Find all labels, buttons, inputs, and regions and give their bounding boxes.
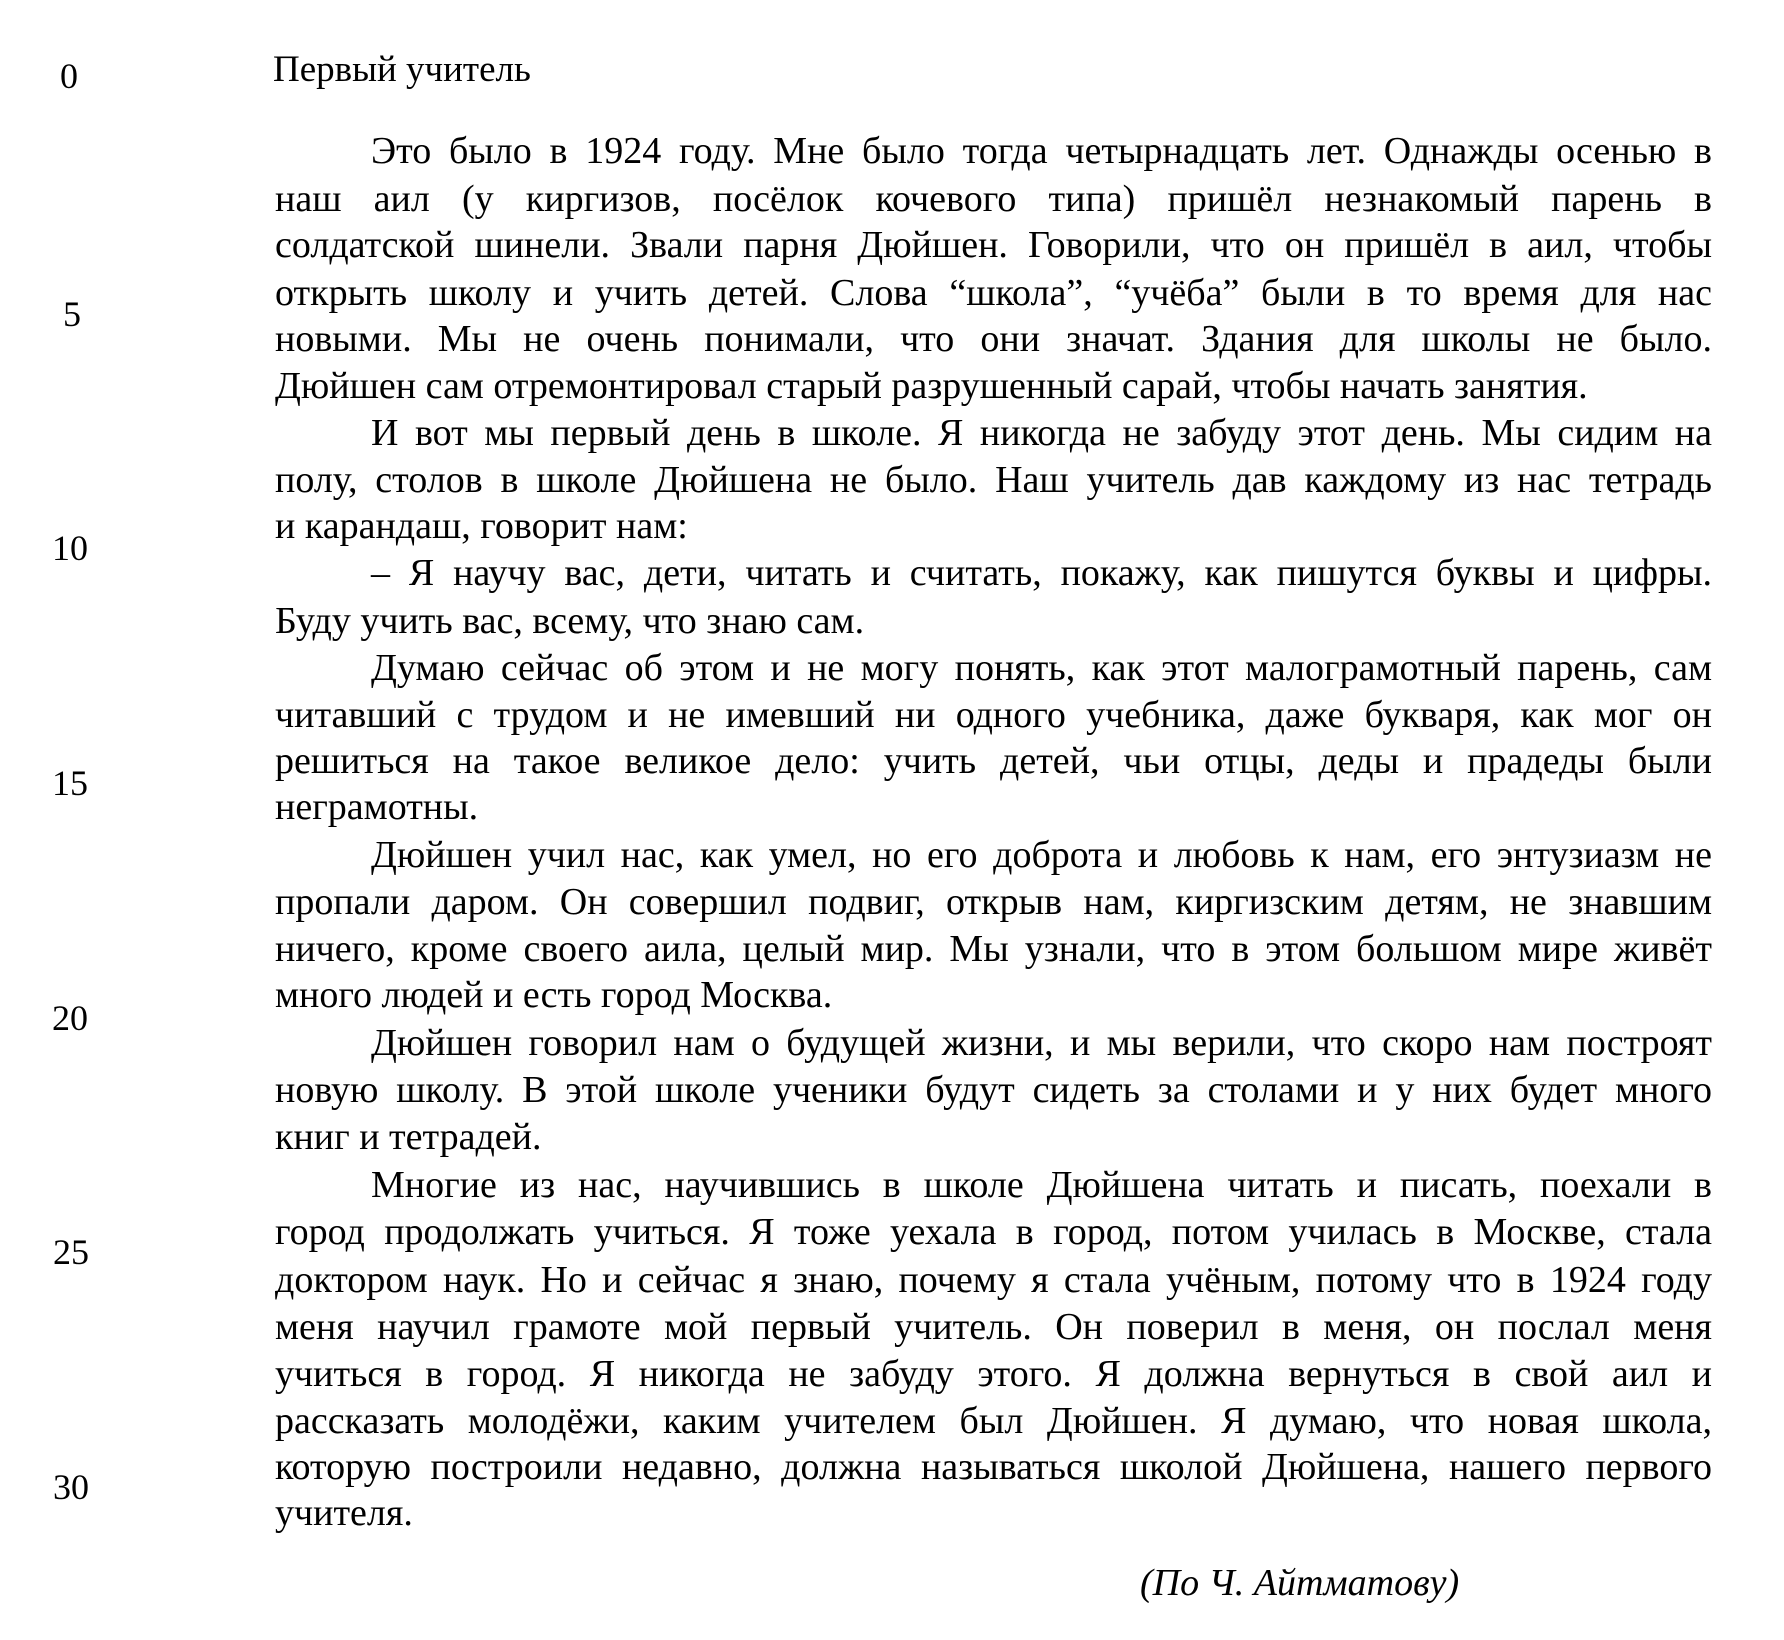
line-number-25: 25 (53, 1232, 89, 1272)
text-line-21: новую школу. В этой школе ученики будут сидеть за столами и у них будет много (275, 1069, 1712, 1111)
text-line-23: Многие из нас, научившись в школе Дюйшена читать и писать, поехали в (371, 1164, 1712, 1206)
line-number-0: 0 (60, 56, 78, 96)
line-number-30: 30 (53, 1467, 89, 1507)
line-number-15: 15 (52, 763, 88, 803)
text-line-28: рассказать молодёжи, каким учителем был Дюйшен. Я думаю, что новая школа, (275, 1400, 1712, 1442)
attribution: (По Ч. Айтматову) (1140, 1562, 1460, 1604)
text-line-17: пропали даром. Он совершил подвиг, открыв нам, киргизским детям, не знавшим (275, 881, 1712, 923)
text-line-7: И вот мы первый день в школе. Я никогда не забуду этот день. Мы сидим на (371, 412, 1712, 454)
text-line-14: решиться на такое великое дело: учить детей, чьи отцы, деды и прадеды были (275, 740, 1712, 782)
text-line-16: Дюйшен учил нас, как умел, но его доброта и любовь к нам, его энтузиазм не (371, 834, 1712, 876)
text-line-11: Буду учить вас, всему, что знаю сам. (275, 600, 865, 642)
text-line-18: ничего, кроме своего аила, целый мир. Мы узнали, что в этом большом мире живёт (275, 928, 1712, 970)
line-number-10: 10 (52, 528, 88, 568)
text-line-25: доктором наук. Но и сейчас я знаю, почему я стала учёным, потому что в 1924 году (275, 1259, 1712, 1301)
text-line-13: читавший с трудом и не имевший ни одного учебника, даже букваря, как мог он (275, 694, 1712, 736)
text-line-6: Дюйшен сам отремонтировал старый разрушенный сарай, чтобы начать занятия. (275, 365, 1588, 407)
text-line-2: наш аил (у киргизов, посёлок кочевого типа) пришёл незнакомый парень в (275, 178, 1712, 220)
text-line-5: новыми. Мы не очень понимали, что они значат. Здания для школы не было. (275, 318, 1712, 360)
text-line-8: полу, столов в школе Дюйшена не было. Наш учитель дав каждому из нас тетрадь (275, 459, 1712, 501)
line-number-20: 20 (52, 998, 88, 1038)
text-line-26: меня научил грамоте мой первый учитель. Он поверил в меня, он послал меня (275, 1306, 1712, 1348)
text-line-1: Это было в 1924 году. Мне было тогда четырнадцать лет. Однажды осенью в (371, 130, 1712, 172)
text-line-27: учиться в город. Я никогда не забуду этого. Я должна вернуться в свой аил и (275, 1353, 1712, 1395)
text-line-10: – Я научу вас, дети, читать и считать, покажу, как пишутся буквы и цифры. (371, 552, 1712, 594)
text-line-22: книг и тетрадей. (275, 1116, 542, 1158)
text-line-29: которую построили недавно, должна называться школой Дюйшена, нашего первого (275, 1446, 1712, 1488)
text-line-20: Дюйшен говорил нам о будущей жизни, и мы верили, что скоро нам построят (371, 1022, 1712, 1064)
text-line-3: солдатской шинели. Звали парня Дюйшен. Говорили, что он пришёл в аил, чтобы (275, 224, 1712, 266)
document-title: Первый учитель (273, 49, 531, 90)
text-line-4: открыть школу и учить детей. Слова “школа”, “учёба” были в то время для нас (275, 272, 1712, 314)
text-line-12: Думаю сейчас об этом и не могу понять, как этот малограмотный парень, сам (371, 647, 1712, 689)
text-line-30: учителя. (275, 1492, 413, 1534)
text-line-19: много людей и есть город Москва. (275, 974, 833, 1016)
text-line-15: неграмотны. (275, 786, 479, 828)
text-line-24: город продолжать учиться. Я тоже уехала в город, потом училась в Москве, стала (275, 1211, 1712, 1253)
line-number-5: 5 (63, 294, 81, 334)
text-line-9: и карандаш, говорит нам: (275, 505, 688, 547)
